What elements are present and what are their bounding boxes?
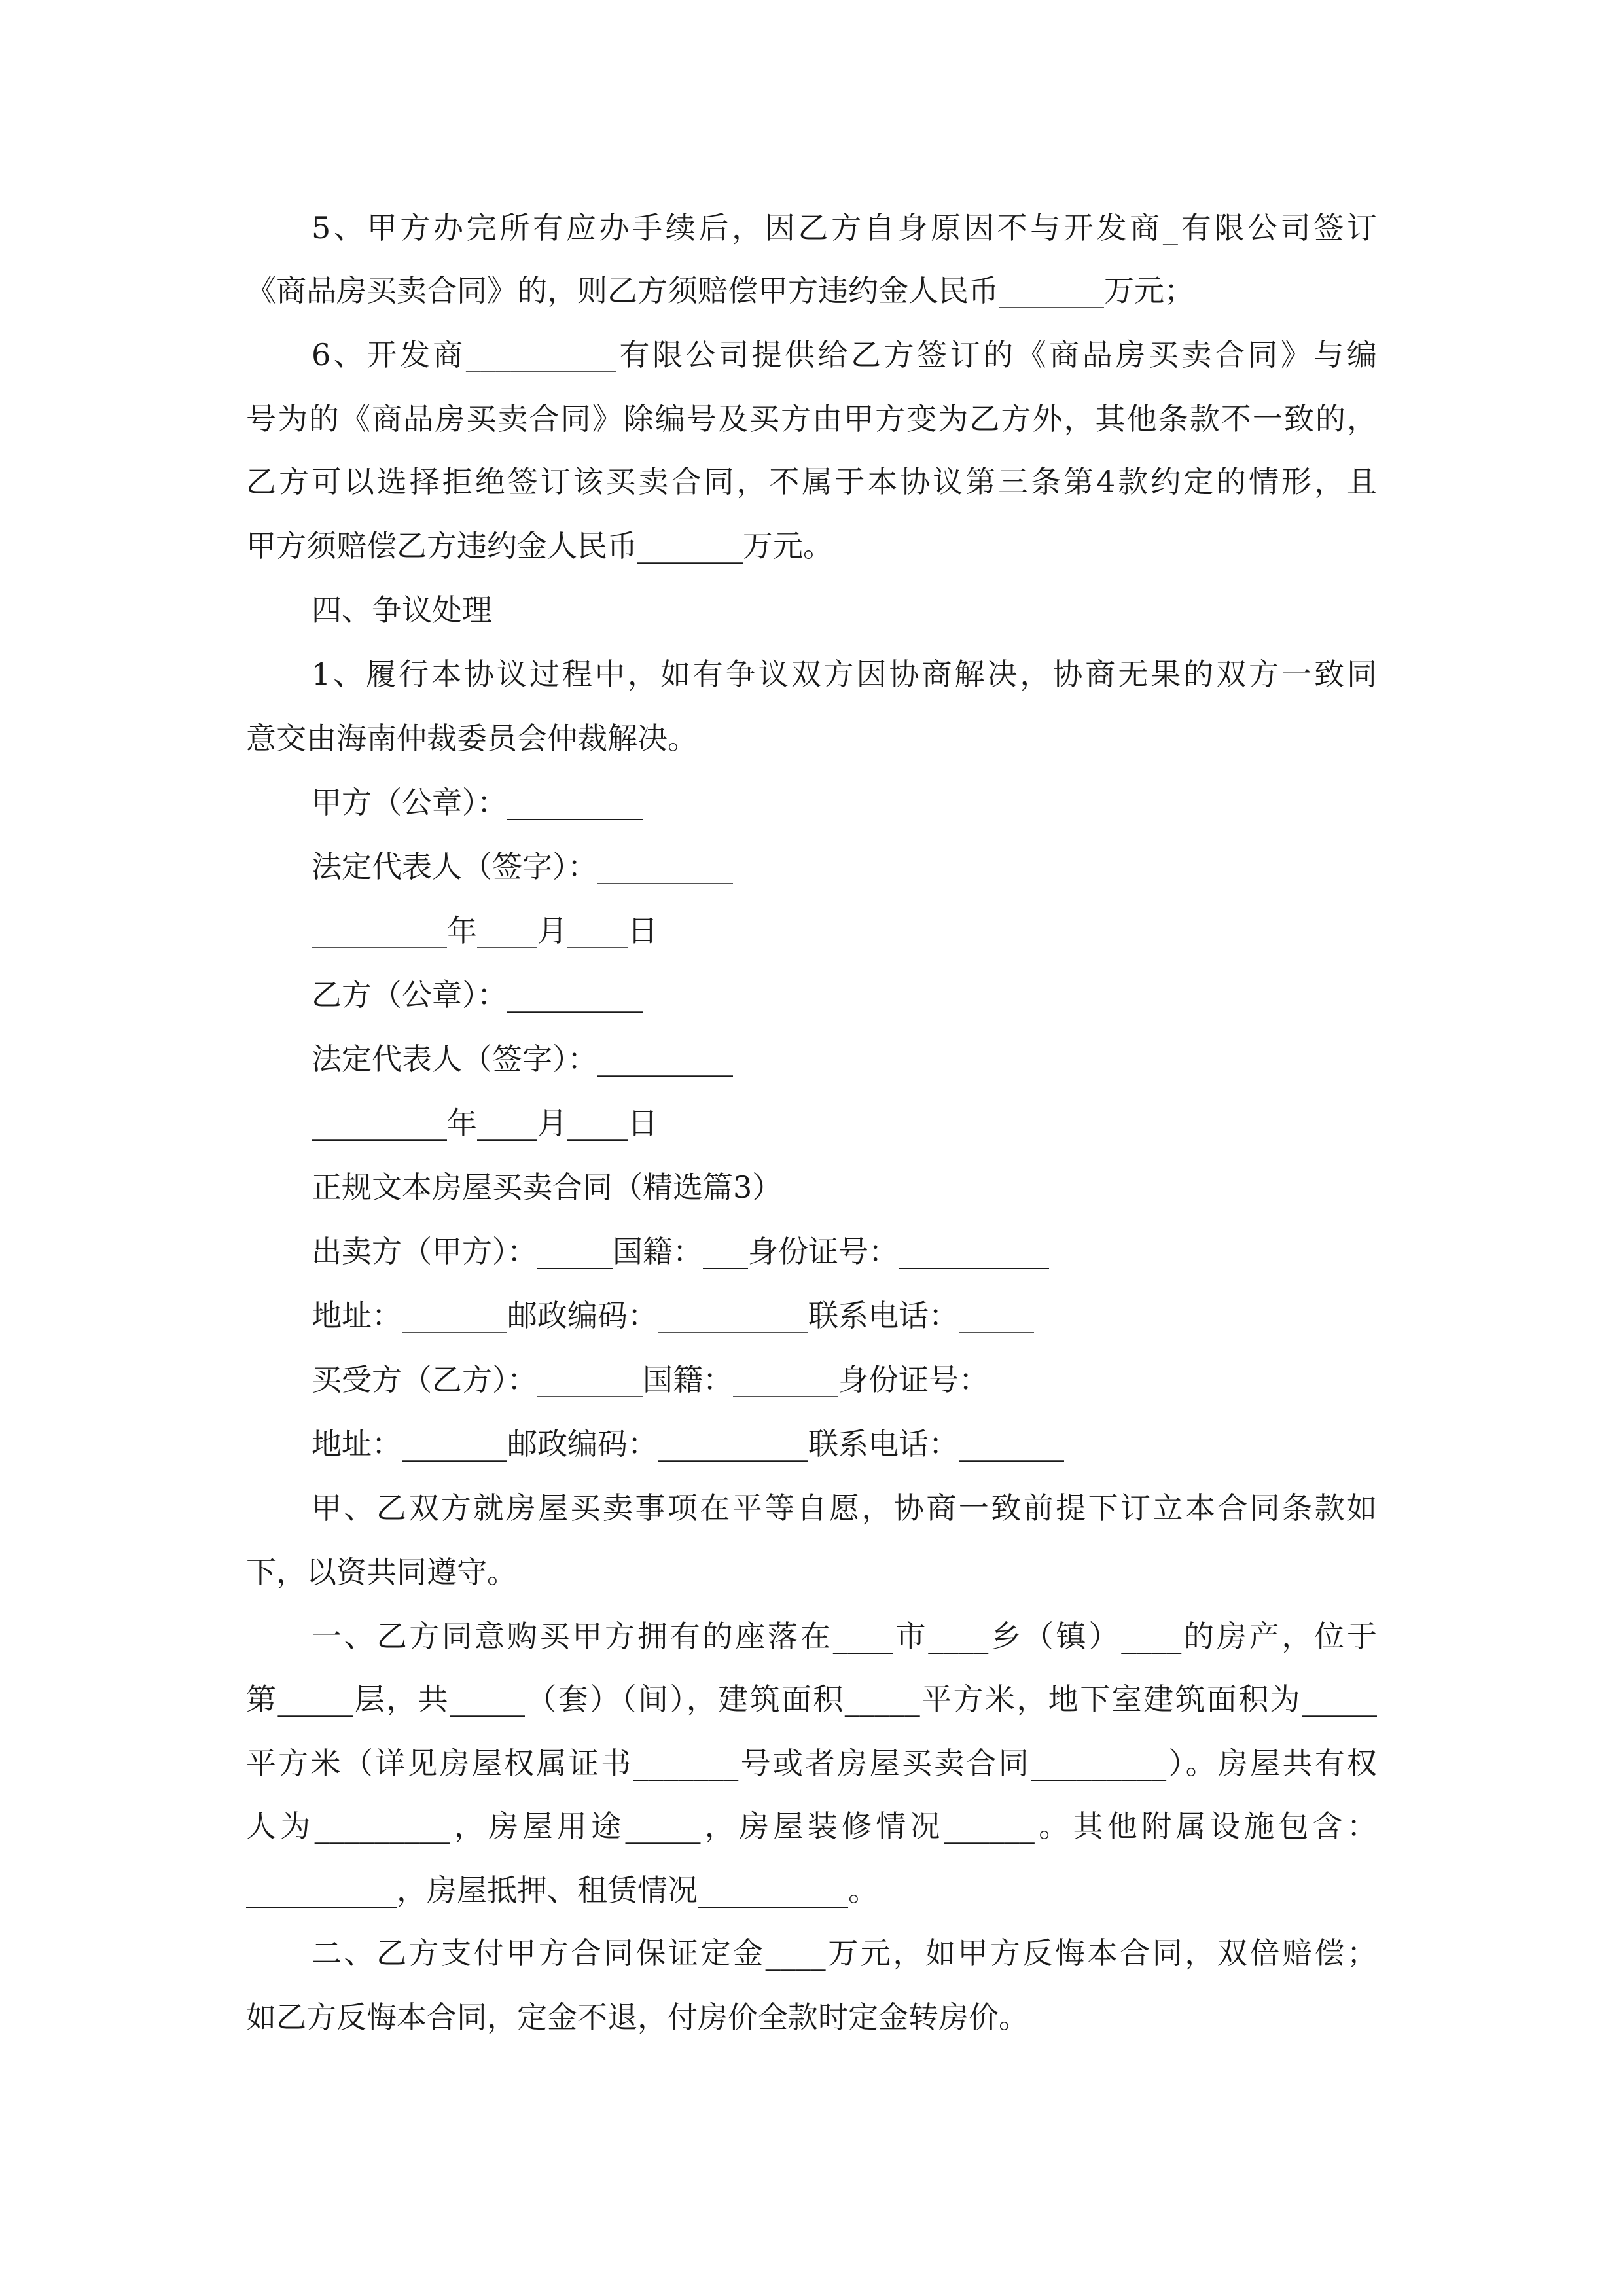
party-b-date-line: _________年____月____日 xyxy=(312,1105,658,1141)
paragraph-line: 1、履行本协议过程中，如有争议双方因协商解决，协商无果的双方一致同 xyxy=(312,656,1377,692)
paragraph-line: 甲方须赔偿乙方违约金人民币_______万元。 xyxy=(246,528,833,564)
seller-address-line: 地址：_______邮政编码：__________联系电话：_____ xyxy=(312,1298,1034,1333)
paragraph-line: 平方米（详见房屋权属证书_______号或者房屋买卖合同_________）。房屋共有权 xyxy=(246,1746,1377,1781)
paragraph-line: 如乙方反悔本合同，定金不退，付房价全款时定金转房价。 xyxy=(246,2000,1029,2035)
contract-title: 正规文本房屋买卖合同（精选篇3） xyxy=(312,1170,783,1205)
paragraph-line: 第_____层，共_____（套）（间），建筑面积_____平方米，地下室建筑面积为_____ xyxy=(246,1681,1377,1717)
paragraph-line: 甲、乙双方就房屋买卖事项在平等自愿，协商一致前提下订立本合同条款如 xyxy=(312,1490,1377,1526)
paragraph-line: 号为的《商品房买卖合同》除编号及买方由甲方变为乙方外，其他条款不一致的， xyxy=(246,401,1377,437)
party-b-seal-line: 乙方（公章）：_________ xyxy=(312,977,643,1013)
party-b-representative-line: 法定代表人（签字）：_________ xyxy=(312,1041,733,1077)
party-a-date-line: _________年____月____日 xyxy=(312,913,658,948)
paragraph-line: 《商品房买卖合同》的，则乙方须赔偿甲方违约金人民币_______万元； xyxy=(246,273,1194,308)
paragraph-line: 二、乙方支付甲方合同保证定金____万元，如甲方反悔本合同，双倍赔偿； xyxy=(312,1935,1377,1971)
paragraph-line: 下，以资共同遵守。 xyxy=(246,1554,517,1590)
paragraph-line: __________，房屋抵押、租赁情况__________。 xyxy=(246,1873,878,1908)
seller-info-line: 出卖方（甲方）：_____国籍：___身份证号：__________ xyxy=(312,1234,1049,1269)
party-a-seal-line: 甲方（公章）：_________ xyxy=(312,785,643,820)
buyer-address-line: 地址：_______邮政编码：__________联系电话：_______ xyxy=(312,1426,1064,1462)
paragraph-line: 意交由海南仲裁委员会仲裁解决。 xyxy=(246,721,698,756)
paragraph-line: 5、甲方办完所有应办手续后，因乙方自身原因不与开发商_有限公司签订 xyxy=(312,210,1377,245)
buyer-info-line: 买受方（乙方）：_______国籍：_______身份证号： xyxy=(312,1362,989,1397)
paragraph-line: 6、开发商__________有限公司提供给乙方签订的《商品房买卖合同》与编 xyxy=(312,337,1377,372)
paragraph-line: 一、乙方同意购买甲方拥有的座落在____市____乡（镇）____的房产，位于 xyxy=(312,1619,1377,1654)
paragraph-line: 乙方可以选择拒绝签订该买卖合同，不属于本协议第三条第4款约定的情形，且 xyxy=(246,464,1377,499)
section-heading: 四、争议处理 xyxy=(312,592,492,628)
paragraph-line: 人为_________，房屋用途_____，房屋装修情况______。其他附属设施包含： xyxy=(246,1808,1377,1844)
party-a-representative-line: 法定代表人（签字）：_________ xyxy=(312,849,733,884)
